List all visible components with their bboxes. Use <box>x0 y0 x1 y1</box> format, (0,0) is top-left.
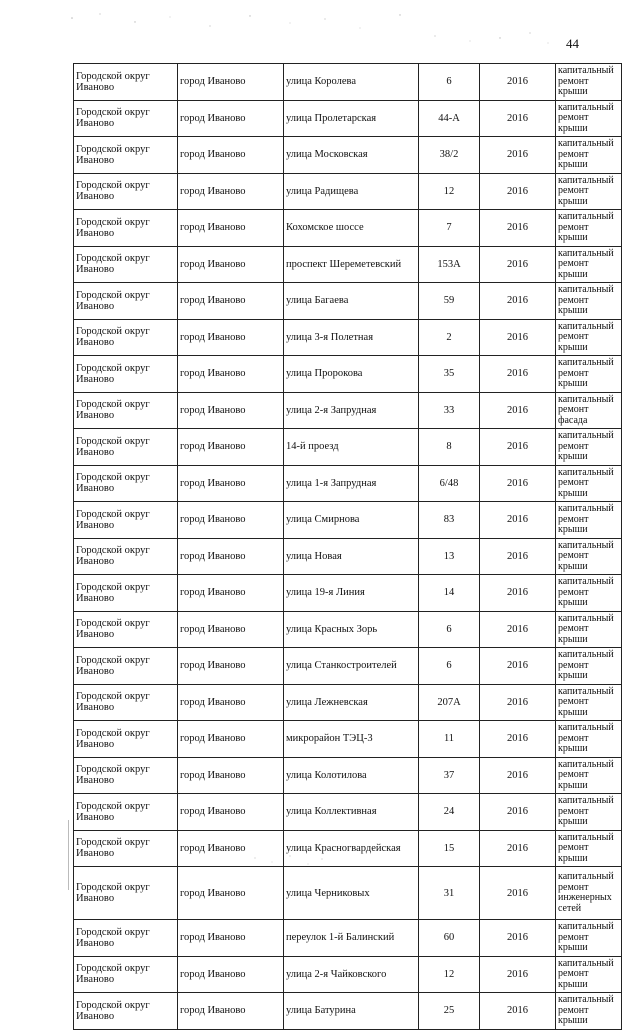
cell-city: город Иваново <box>178 137 284 174</box>
cell-city: город Иваново <box>178 64 284 101</box>
cell-work: капитальный ремонт крыши <box>556 100 622 137</box>
cell-city: город Иваново <box>178 392 284 429</box>
cell-city: город Иваново <box>178 283 284 320</box>
cell-city: город Иваново <box>178 173 284 210</box>
cell-street: улица Колотилова <box>284 757 419 794</box>
cell-street: улица Красных Зорь <box>284 611 419 648</box>
scan-noise-bottom <box>250 850 330 870</box>
cell-house: 44-А <box>419 100 480 137</box>
cell-street: улица Лежневская <box>284 684 419 721</box>
cell-work: капитальный ремонт крыши <box>556 319 622 356</box>
cell-district: Городской округ Иваново <box>74 575 178 612</box>
cell-year: 2016 <box>480 920 556 957</box>
cell-street: проспект Шереметевский <box>284 246 419 283</box>
cell-house: 7 <box>419 210 480 247</box>
table-row <box>74 538 622 575</box>
cell-street: улица 19-я Линия <box>284 575 419 612</box>
cell-year: 2016 <box>480 137 556 174</box>
table-row <box>74 392 622 429</box>
table-row <box>74 137 622 174</box>
cell-district: Городской округ Иваново <box>74 173 178 210</box>
cell-city: город Иваново <box>178 956 284 993</box>
cell-work: капитальный ремонт крыши <box>556 246 622 283</box>
table-row <box>74 757 622 794</box>
cell-street: улица 3-я Полетная <box>284 319 419 356</box>
cell-district: Городской округ Иваново <box>74 538 178 575</box>
cell-district: Городской округ Иваново <box>74 794 178 831</box>
table-row <box>74 246 622 283</box>
cell-year: 2016 <box>480 356 556 393</box>
cell-work: капитальный ремонт крыши <box>556 502 622 539</box>
cell-year: 2016 <box>480 173 556 210</box>
cell-work: капитальный ремонт крыши <box>556 721 622 758</box>
cell-house: 6/48 <box>419 465 480 502</box>
cell-work: капитальный ремонт крыши <box>556 993 622 1030</box>
cell-year: 2016 <box>480 392 556 429</box>
table-row <box>74 993 622 1030</box>
cell-district: Городской округ Иваново <box>74 993 178 1030</box>
cell-district: Городской округ Иваново <box>74 757 178 794</box>
cell-work: капитальный ремонт крыши <box>556 465 622 502</box>
cell-house: 12 <box>419 173 480 210</box>
cell-work: капитальный ремонт крыши <box>556 283 622 320</box>
cell-year: 2016 <box>480 246 556 283</box>
cell-district: Городской округ Иваново <box>74 356 178 393</box>
cell-year: 2016 <box>480 210 556 247</box>
cell-district: Городской округ Иваново <box>74 830 178 867</box>
cell-street: улица Красногвардейская <box>284 830 419 867</box>
cell-street: улица Черниковых <box>284 867 419 920</box>
cell-district: Городской округ Иваново <box>74 684 178 721</box>
cell-street: улица 2-я Чайковского <box>284 956 419 993</box>
cell-street: микрорайон ТЭЦ-3 <box>284 721 419 758</box>
cell-house: 14 <box>419 575 480 612</box>
cell-street: улица Батурина <box>284 993 419 1030</box>
page-number: 44 <box>566 36 579 51</box>
cell-street: улица Багаева <box>284 283 419 320</box>
cell-district: Городской округ Иваново <box>74 100 178 137</box>
cell-city: город Иваново <box>178 757 284 794</box>
cell-city: город Иваново <box>178 611 284 648</box>
cell-year: 2016 <box>480 283 556 320</box>
cell-district: Городской округ Иваново <box>74 210 178 247</box>
cell-street: переулок 1-й Балинский <box>284 920 419 957</box>
cell-work: капитальный ремонт крыши <box>556 830 622 867</box>
cell-house: 35 <box>419 356 480 393</box>
cell-house: 25 <box>419 993 480 1030</box>
cell-work: капитальный ремонт крыши <box>556 210 622 247</box>
cell-work: капитальный ремонт крыши <box>556 956 622 993</box>
cell-work: капитальный ремонт крыши <box>556 920 622 957</box>
cell-house: 6 <box>419 64 480 101</box>
cell-district: Городской округ Иваново <box>74 502 178 539</box>
cell-year: 2016 <box>480 867 556 920</box>
cell-year: 2016 <box>480 956 556 993</box>
table-row <box>74 611 622 648</box>
cell-year: 2016 <box>480 993 556 1030</box>
cell-house: 207А <box>419 684 480 721</box>
cell-house: 153А <box>419 246 480 283</box>
cell-city: город Иваново <box>178 867 284 920</box>
cell-district: Городской округ Иваново <box>74 611 178 648</box>
cell-street: 14-й проезд <box>284 429 419 466</box>
scan-noise <box>60 8 560 48</box>
cell-house: 59 <box>419 283 480 320</box>
cell-year: 2016 <box>480 64 556 101</box>
cell-year: 2016 <box>480 502 556 539</box>
cell-house: 2 <box>419 319 480 356</box>
cell-street: улица Королева <box>284 64 419 101</box>
cell-work: капитальный ремонт фасада <box>556 392 622 429</box>
cell-city: город Иваново <box>178 538 284 575</box>
cell-work: капитальный ремонт крыши <box>556 538 622 575</box>
table-row <box>74 721 622 758</box>
cell-district: Городской округ Иваново <box>74 867 178 920</box>
cell-house: 37 <box>419 757 480 794</box>
cell-year: 2016 <box>480 575 556 612</box>
table-row <box>74 648 622 685</box>
cell-city: город Иваново <box>178 684 284 721</box>
cell-city: город Иваново <box>178 920 284 957</box>
cell-work: капитальный ремонт инженерных сетей <box>556 867 622 920</box>
cell-city: город Иваново <box>178 575 284 612</box>
cell-year: 2016 <box>480 100 556 137</box>
cell-work: капитальный ремонт крыши <box>556 794 622 831</box>
cell-street: улица 2-я Запрудная <box>284 392 419 429</box>
table-row <box>74 100 622 137</box>
cell-city: город Иваново <box>178 246 284 283</box>
cell-city: город Иваново <box>178 465 284 502</box>
cell-house: 12 <box>419 956 480 993</box>
cell-year: 2016 <box>480 648 556 685</box>
cell-year: 2016 <box>480 684 556 721</box>
cell-district: Городской округ Иваново <box>74 137 178 174</box>
cell-work: капитальный ремонт крыши <box>556 648 622 685</box>
table-row <box>74 283 622 320</box>
cell-year: 2016 <box>480 319 556 356</box>
cell-district: Городской округ Иваново <box>74 283 178 320</box>
table-row <box>74 173 622 210</box>
cell-city: город Иваново <box>178 356 284 393</box>
cell-house: 31 <box>419 867 480 920</box>
cell-work: капитальный ремонт крыши <box>556 64 622 101</box>
cell-street: улица Московская <box>284 137 419 174</box>
cell-district: Городской округ Иваново <box>74 429 178 466</box>
cell-year: 2016 <box>480 830 556 867</box>
cell-district: Городской округ Иваново <box>74 319 178 356</box>
cell-year: 2016 <box>480 429 556 466</box>
cell-city: город Иваново <box>178 993 284 1030</box>
cell-district: Городской округ Иваново <box>74 64 178 101</box>
cell-district: Городской округ Иваново <box>74 648 178 685</box>
cell-district: Городской округ Иваново <box>74 392 178 429</box>
cell-house: 38/2 <box>419 137 480 174</box>
cell-house: 83 <box>419 502 480 539</box>
table-row <box>74 867 622 920</box>
cell-year: 2016 <box>480 721 556 758</box>
cell-street: улица Станкостроителей <box>284 648 419 685</box>
cell-work: капитальный ремонт крыши <box>556 429 622 466</box>
repair-schedule-table <box>73 63 622 1030</box>
cell-work: капитальный ремонт крыши <box>556 575 622 612</box>
cell-city: город Иваново <box>178 210 284 247</box>
cell-house: 15 <box>419 830 480 867</box>
cell-house: 6 <box>419 611 480 648</box>
cell-year: 2016 <box>480 465 556 502</box>
cell-street: улица Коллективная <box>284 794 419 831</box>
cell-district: Городской округ Иваново <box>74 920 178 957</box>
cell-house: 60 <box>419 920 480 957</box>
table-row <box>74 64 622 101</box>
cell-year: 2016 <box>480 757 556 794</box>
table-row <box>74 319 622 356</box>
cell-house: 6 <box>419 648 480 685</box>
cell-year: 2016 <box>480 611 556 648</box>
cell-house: 13 <box>419 538 480 575</box>
cell-work: капитальный ремонт крыши <box>556 684 622 721</box>
cell-work: капитальный ремонт крыши <box>556 173 622 210</box>
table-row <box>74 920 622 957</box>
table-row <box>74 210 622 247</box>
cell-city: город Иваново <box>178 100 284 137</box>
cell-work: капитальный ремонт крыши <box>556 611 622 648</box>
table-row <box>74 502 622 539</box>
cell-street: улица 1-я Запрудная <box>284 465 419 502</box>
table-row <box>74 465 622 502</box>
table-row <box>74 356 622 393</box>
table-row <box>74 794 622 831</box>
margin-line <box>68 820 69 890</box>
cell-street: улица Пророкова <box>284 356 419 393</box>
table-row <box>74 684 622 721</box>
table-row <box>74 956 622 993</box>
table-row <box>74 429 622 466</box>
table-row <box>74 575 622 612</box>
cell-work: капитальный ремонт крыши <box>556 356 622 393</box>
cell-house: 8 <box>419 429 480 466</box>
cell-district: Городской округ Иваново <box>74 465 178 502</box>
cell-city: город Иваново <box>178 319 284 356</box>
cell-street: улица Пролетарская <box>284 100 419 137</box>
cell-street: Кохомское шоссе <box>284 210 419 247</box>
cell-district: Городской округ Иваново <box>74 246 178 283</box>
cell-city: город Иваново <box>178 429 284 466</box>
cell-house: 24 <box>419 794 480 831</box>
cell-city: город Иваново <box>178 648 284 685</box>
cell-city: город Иваново <box>178 794 284 831</box>
cell-street: улица Смирнова <box>284 502 419 539</box>
cell-street: улица Радищева <box>284 173 419 210</box>
cell-street: улица Новая <box>284 538 419 575</box>
cell-year: 2016 <box>480 794 556 831</box>
cell-district: Городской округ Иваново <box>74 721 178 758</box>
table-row <box>74 830 622 867</box>
cell-city: город Иваново <box>178 830 284 867</box>
cell-house: 11 <box>419 721 480 758</box>
cell-work: капитальный ремонт крыши <box>556 757 622 794</box>
cell-work: капитальный ремонт крыши <box>556 137 622 174</box>
cell-year: 2016 <box>480 538 556 575</box>
cell-city: город Иваново <box>178 721 284 758</box>
cell-city: город Иваново <box>178 502 284 539</box>
cell-district: Городской округ Иваново <box>74 956 178 993</box>
cell-house: 33 <box>419 392 480 429</box>
